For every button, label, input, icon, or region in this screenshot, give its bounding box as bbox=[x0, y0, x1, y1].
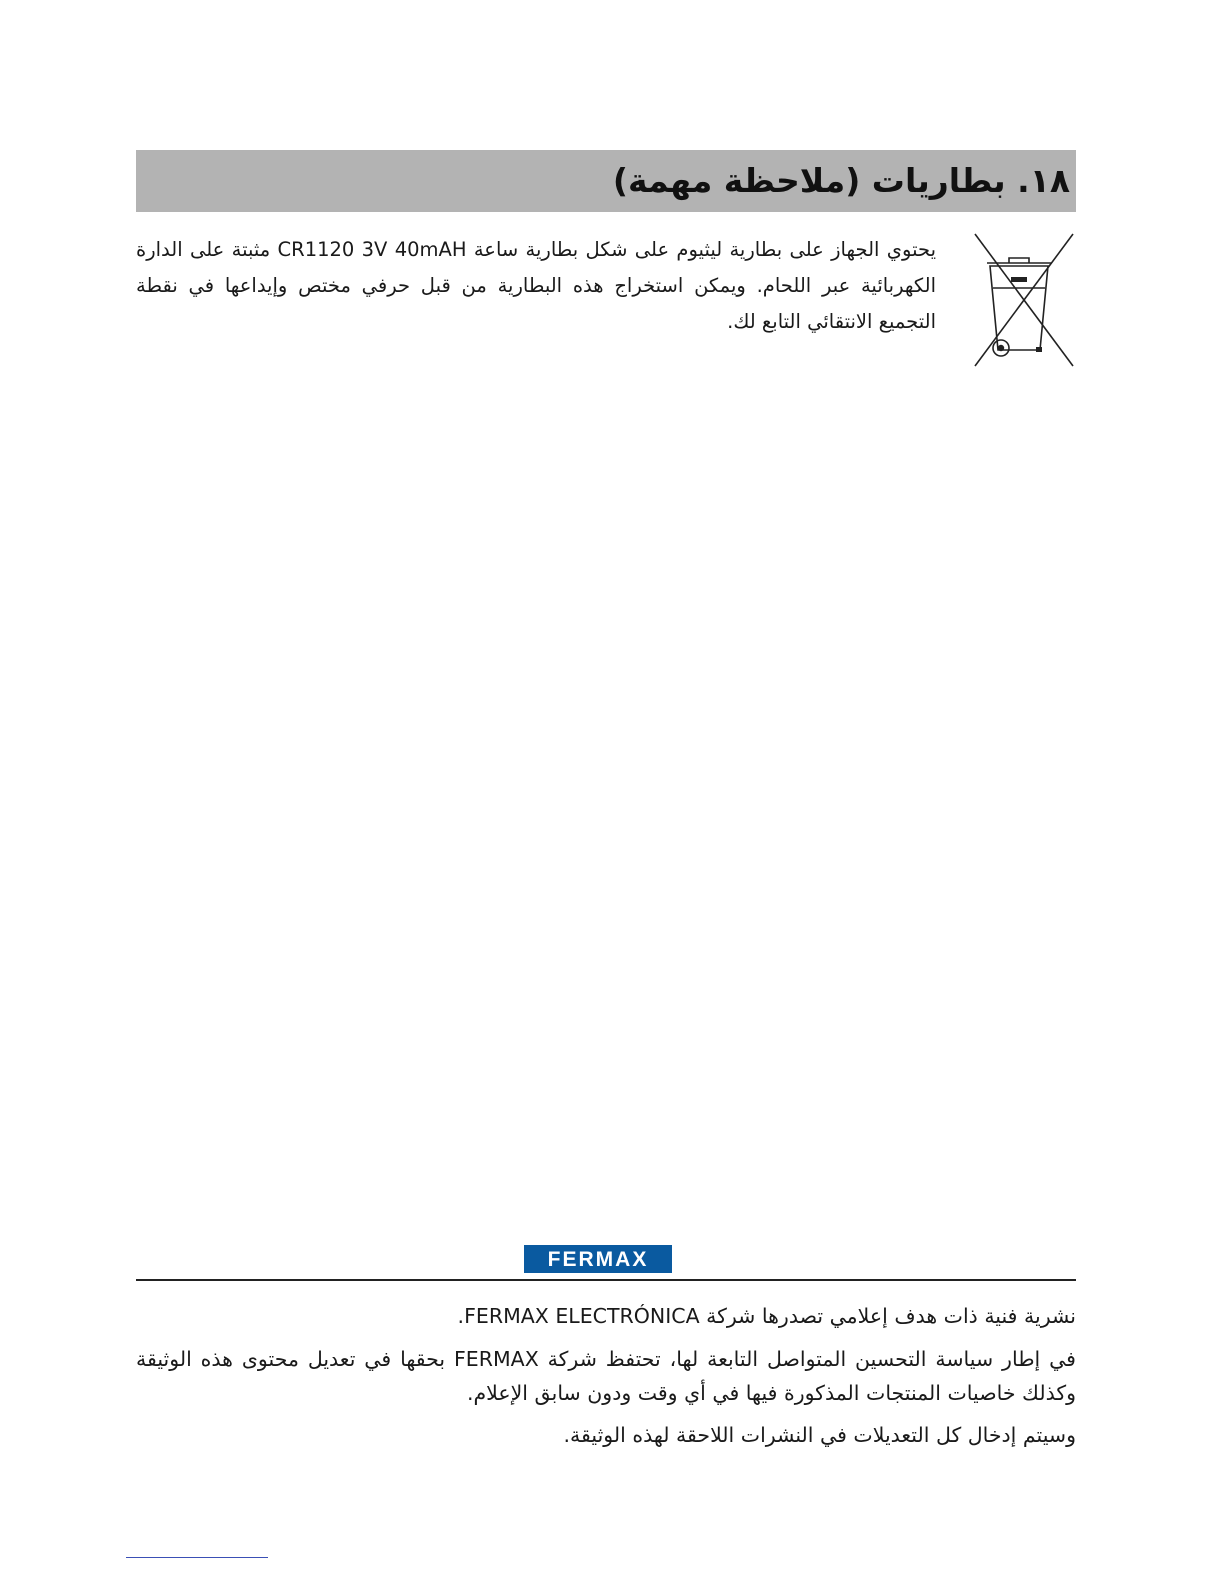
corner-underline bbox=[126, 1557, 268, 1558]
section-header bbox=[136, 150, 1076, 212]
fermax-logo bbox=[524, 1245, 672, 1273]
footer-updates-note: وسيتم إدخال كل التعديلات في النشرات اللاحقة لهذه الوثيقة. bbox=[563, 1423, 1076, 1447]
logo-text: FERMAX bbox=[547, 1247, 649, 1271]
crossed-out-wheeled-bin-icon bbox=[973, 230, 1075, 370]
footer-policy-note: في إطار سياسة التحسين المتواصل التابعة لها، تحتفظ شركة FERMAX بحقها في تعديل محتوى هذه الوثيقة وكذلك خاصيات المنتجات المذكورة فيها في أي وقت ودون سابق الإعلام. bbox=[136, 1347, 1076, 1405]
section-title: ١٨. بطاريات (ملاحظة مهمة) bbox=[612, 161, 1070, 200]
battery-note-text: يحتوي الجهاز على بطارية ليثيوم على شكل بطارية ساعة CR1120 3V 40mAH مثبتة على الدارة الكهربائية عبر اللحام. ويمكن استخراج هذه البطارية من قبل حرفي مختص وإيداعها في نقطة التجميع الانتقائي التابع لك. bbox=[136, 238, 936, 333]
footer-divider bbox=[136, 1279, 1076, 1281]
footer-publication-note: نشرية فنية ذات هدف إعلامي تصدرها شركة FERMAX ELECTRÓNICA. bbox=[457, 1304, 1076, 1328]
